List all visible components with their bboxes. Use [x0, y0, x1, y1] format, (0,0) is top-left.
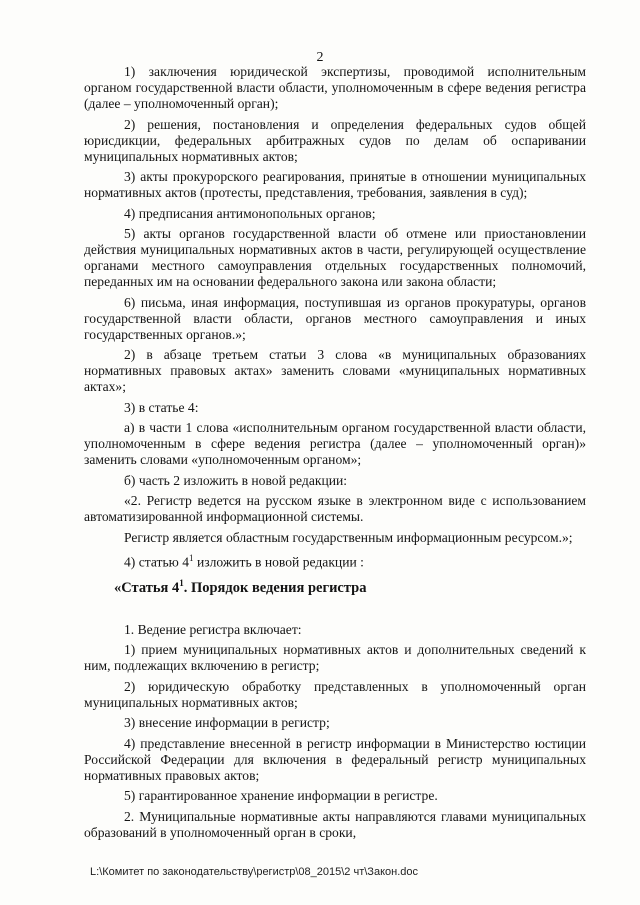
- document-body: [84, 64, 586, 845]
- article-heading: [84, 575, 586, 596]
- paragraph: 2) юридическую обработку представленных в уполномоченный орган муниципальных нормативных актов;: [84, 678, 586, 710]
- paragraph-statute-4-1: [84, 550, 586, 571]
- paragraph: 5) акты органов государственной власти об отмене или приостановлении действия муниципальных нормативных актов в части, регулирующей осуществление органами местного самоуправления отдельных государственных полномочий, переданных им на основании федерального закона или закона области;: [84, 226, 586, 289]
- paragraph: 3) в статье 4:: [124, 399, 199, 415]
- paragraph: б) часть 2 изложить в новой редакции:: [124, 472, 348, 488]
- paragraph: 1) прием муниципальных нормативных актов и дополнительных сведений к ним, подлежащих включению в регистр;: [84, 642, 586, 674]
- paragraph: 1) заключения юридической экспертизы, проводимой исполнительным органом государственной власти области, уполномоченным в сфере ведения регистра (далее – уполномоченный орган);: [84, 64, 586, 111]
- heading-text-after: . Порядок ведения регистра: [183, 579, 367, 596]
- heading-superscript: 1: [179, 578, 184, 589]
- file-path-footer: L:\Комитет по законодательству\регистр\08_2015\2 чт\Закон.doc: [90, 866, 418, 878]
- paragraph: 1. Ведение регистра включает:: [124, 621, 302, 637]
- paragraph: 2. Муниципальные нормативные акты направляются главами муниципальных образований в уполномоченный орган в сроки,: [84, 808, 586, 840]
- paragraph: 2) решения, постановления и определения федеральных судов общей юрисдикции, федеральных арбитражных судов по делам об оспаривании муниципальных нормативных актов;: [84, 116, 586, 164]
- paragraph: 4) представление внесенной в регистр информации в Министерство юстиции Российской Федерации для включения в федеральный регистр муниципальных нормативных правовых актов;: [84, 735, 586, 783]
- paragraph: 4) предписания антимонопольных органов;: [124, 205, 376, 221]
- statute-text-before: 4) статью 4: [124, 554, 190, 570]
- paragraph: 6) письма, иная информация, поступившая из органов прокуратуры, органов государственной власти области, органов местного самоуправления и иных государственных органов.»;: [84, 294, 586, 342]
- paragraph: а) в части 1 слова «исполнительным органом государственной власти области, уполномоченным в сфере ведения регистра (далее – уполномоченный орган)» заменить словами «уполномоченным органом»;: [84, 420, 586, 467]
- paragraph: 3) акты прокурорского реагирования, принятые в отношении муниципальных нормативных актов (протесты, представления, требования, заявления в суд);: [84, 169, 586, 200]
- paragraph: Регистр является областным государственным информационным ресурсом.»;: [124, 529, 573, 545]
- paragraph: 5) гарантированное хранение информации в регистре.: [124, 788, 438, 804]
- heading-text-before: «Статья 4: [114, 579, 180, 596]
- page-number: 2: [316, 50, 324, 65]
- paragraph: 2) в абзаце третьем статьи 3 слова «в муниципальных образованиях нормативных правовых актах» заменить словами «муниципальных нормативных актах»;: [84, 347, 586, 394]
- paragraph: «2. Регистр ведется на русском языке в электронном виде с использованием автоматизированной информационной системы.: [84, 493, 586, 524]
- paragraph: 3) внесение информации в регистр;: [124, 715, 330, 731]
- statute-superscript: 1: [189, 553, 194, 563]
- statute-text-after: изложить в новой редакции :: [193, 554, 364, 570]
